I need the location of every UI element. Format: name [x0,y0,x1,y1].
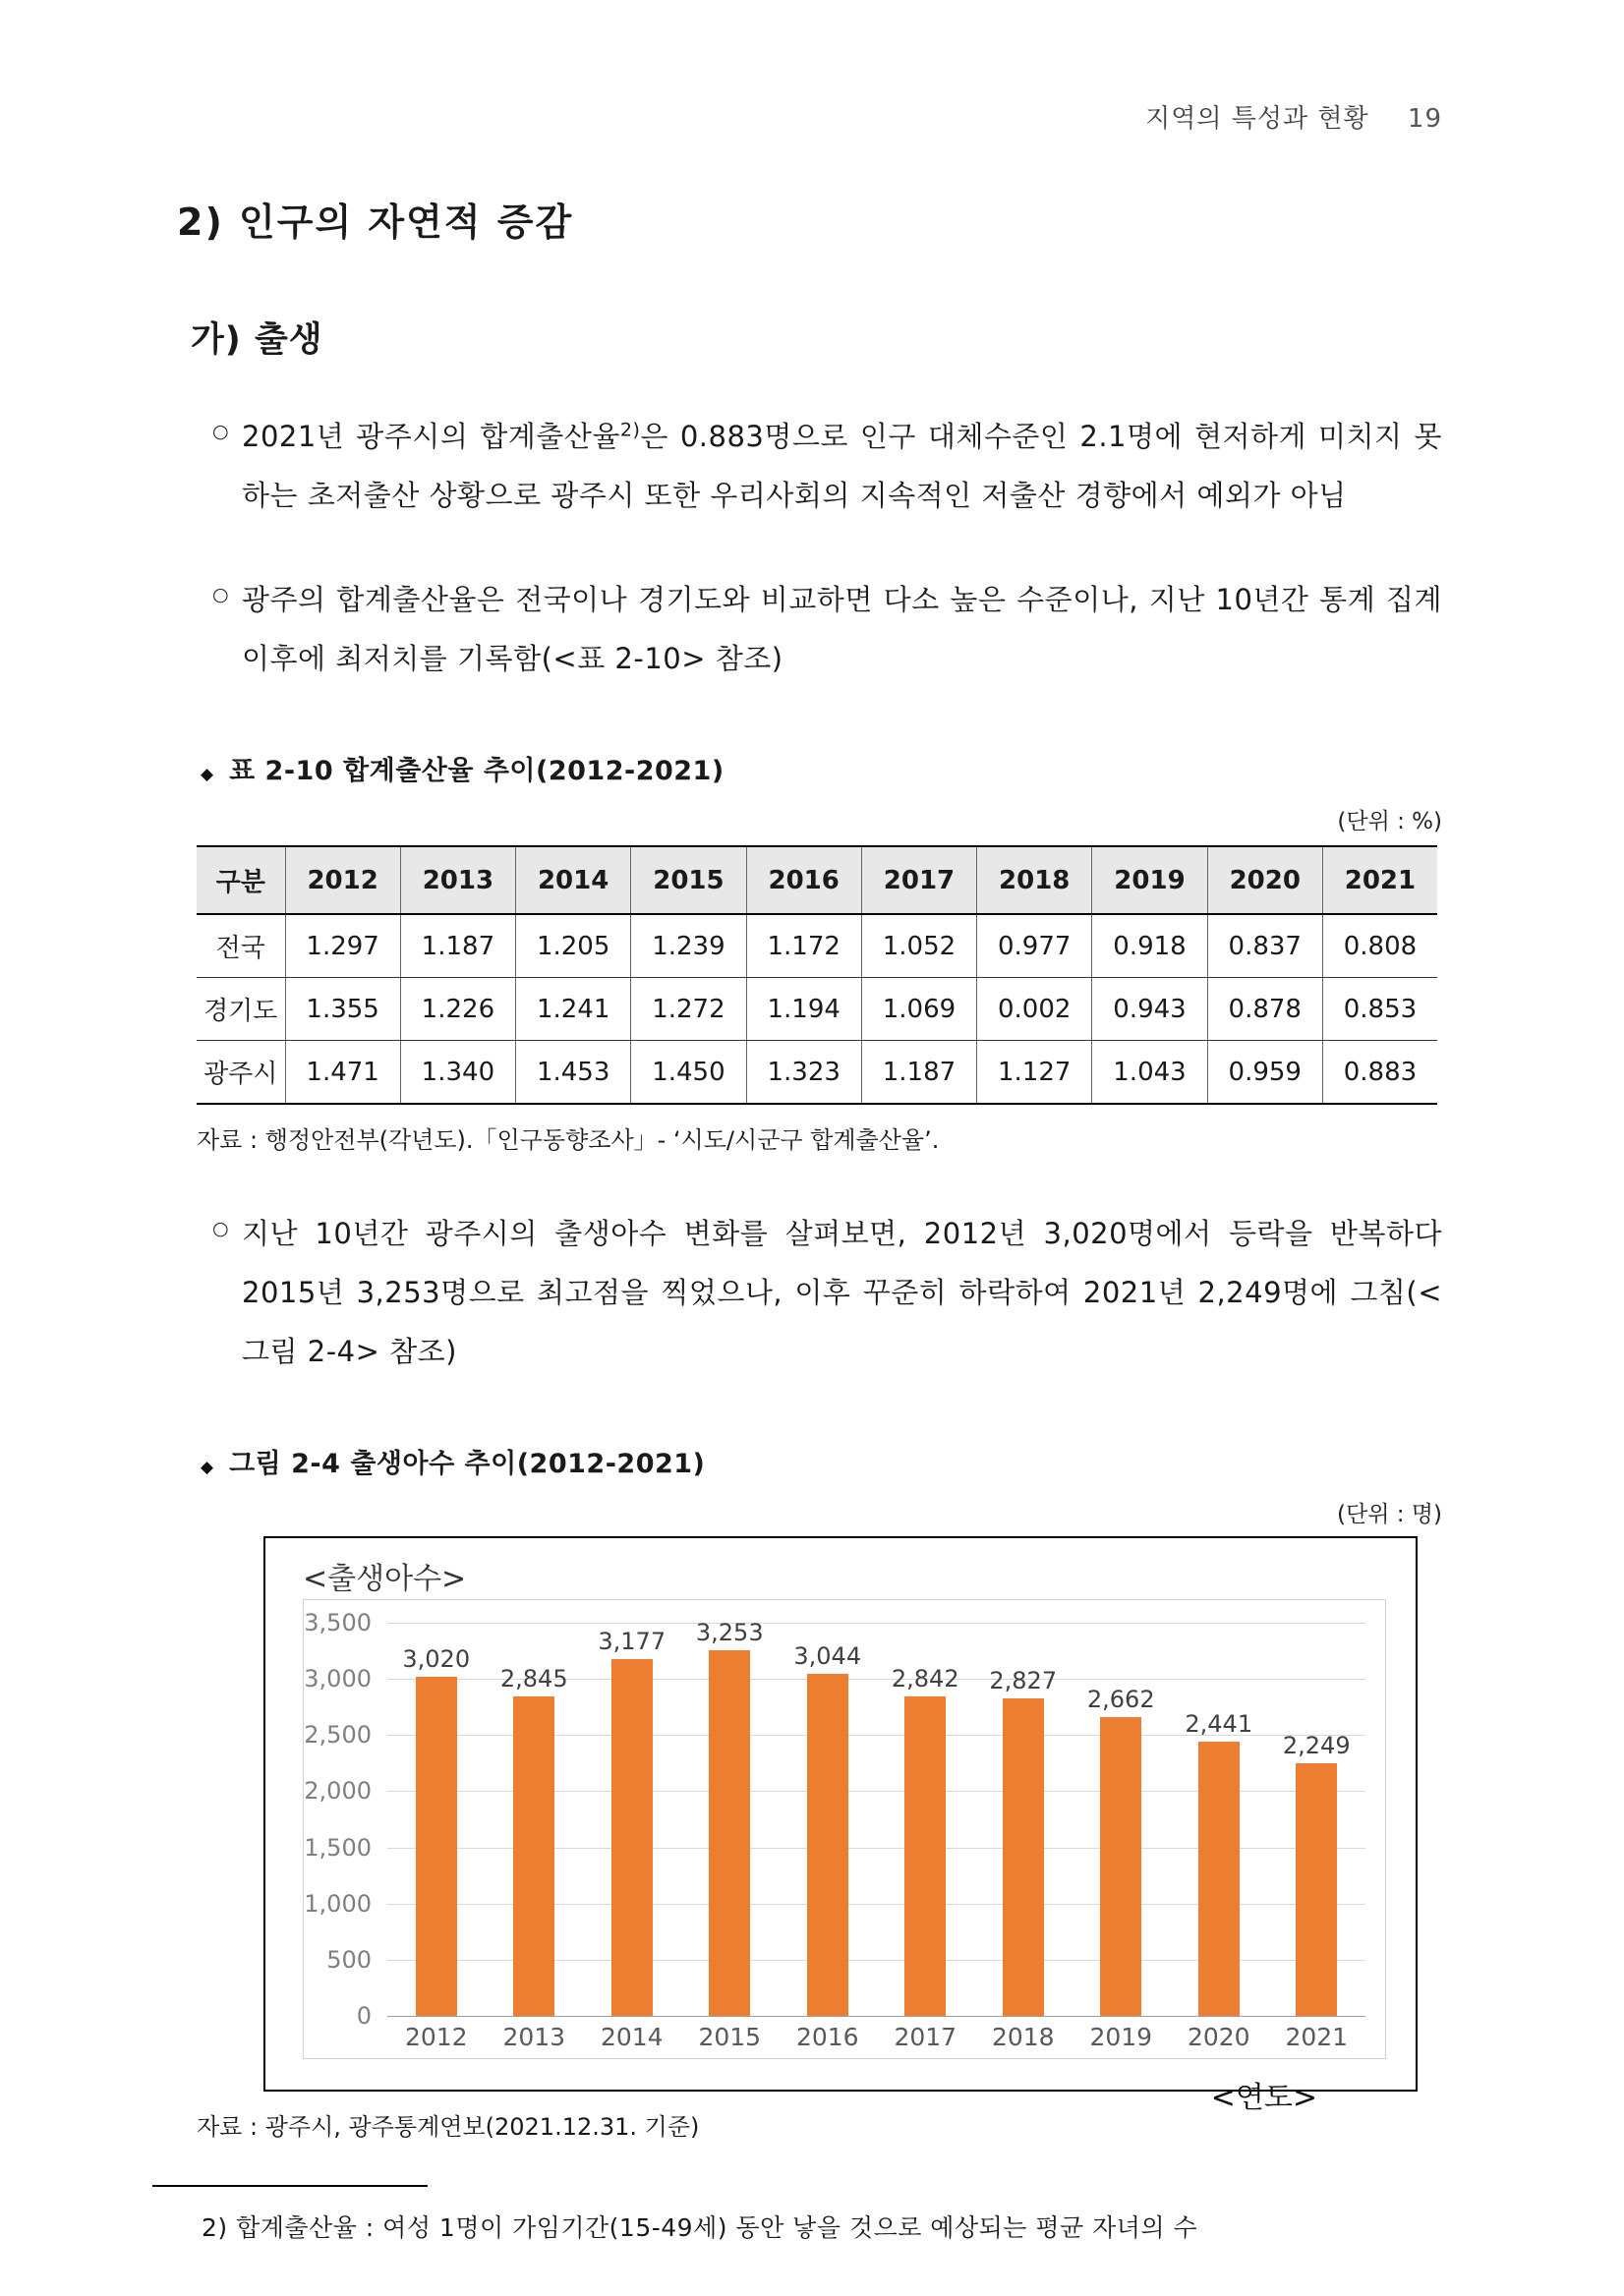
bar-value-label: 2,845 [499,1664,568,1693]
table-cell: 0.959 [1207,1041,1322,1105]
table-cell: 1.471 [285,1041,400,1105]
table-cell: 0.883 [1343,1057,1418,1087]
bullet-text: 광주의 합계출산율은 전국이나 경기도와 비교하면 다소 높은 수준이나, 지난 10년간 통계 집계 이후에 최저치를 기록함(<표 2-10> 참조) [242,583,1442,675]
table-cell: 1.355 [285,978,400,1041]
table-cell: 1.127 [977,1041,1092,1105]
bullet-paragraph [177,1204,1442,1381]
bullet1-pre: 2021년 광주시의 합계출산율 [242,420,620,453]
gridline [387,1623,1365,1624]
x-axis-tick: 2018 [991,2023,1055,2051]
x-axis-tick: 2014 [600,2023,664,2051]
table-cell: 1.043 [1092,1041,1207,1105]
table-body [197,914,1437,1104]
table-header-year: 2014 [516,846,631,914]
y-axis-tick: 2,500 [304,1721,372,1750]
table-row [197,978,1437,1041]
table-cell: 0.977 [977,914,1092,978]
y-axis-tick: 2,000 [304,1777,372,1806]
table-header-row [197,846,1437,914]
x-axis-tick: 2021 [1285,2023,1349,2051]
x-axis-tick: 2012 [404,2023,468,2051]
table-cell: 1.450 [631,1041,746,1105]
bar-column [681,1619,780,2016]
bar-column [1170,1710,1268,2016]
bar [416,1677,457,2016]
table-cell: 0.918 [1092,914,1207,978]
table-header-year: 2020 [1207,846,1322,914]
bar-value-label: 3,020 [402,1644,471,1673]
bullet-marker: ○ [212,1218,229,1239]
row-label: 경기도 [197,978,285,1041]
x-axis-tick: 2020 [1187,2023,1250,2051]
bar-value-label: 3,253 [695,1619,764,1647]
table-cell: 0.878 [1207,978,1322,1041]
table-header-category: 구분 [197,846,285,914]
bar [611,1659,653,2016]
table-header-year: 2017 [861,846,976,914]
table-caption-row [201,749,1442,787]
bar-column [1268,1732,1366,2016]
table-header-year: 2018 [977,846,1092,914]
table-cell: 1.172 [746,914,861,978]
bar [1100,1717,1141,2016]
chart-area [303,1599,1386,2059]
page-number: 19 [1407,104,1442,134]
y-axis [304,1609,387,2030]
table-head [197,846,1437,914]
table-row [197,1041,1437,1105]
bar [1198,1742,1240,2016]
figure-unit-label: (단위 : 명) [1337,1502,1442,1527]
table-header-year: 2021 [1322,846,1437,914]
table-cell: 1.205 [516,914,631,978]
table-cell: 1.226 [400,978,515,1041]
subsection-heading: 가) 출생 [191,320,323,360]
bar-column [1073,1686,1171,2016]
bullet-text [242,407,1442,525]
diamond-icon: ◆ [201,765,214,784]
figure-caption-row [201,1442,1442,1480]
figure-frame [263,1536,1418,2115]
bar [709,1650,750,2016]
bar-column [974,1667,1073,2016]
bullet-paragraph [177,570,1442,688]
row-label: 광주시 [197,1041,285,1105]
page-header [177,98,1442,135]
table-cell: 0.837 [1207,914,1322,978]
table-cell: 1.272 [631,978,746,1041]
figure-caption: 그림 2-4 출생아수 추이(2012-2021) [229,1449,706,1479]
plot-area [387,1619,1365,2017]
x-axis-labels [387,2023,1365,2051]
x-axis-tick: 2015 [698,2023,762,2051]
x-axis-tick: 2019 [1089,2023,1153,2051]
bar [1003,1698,1044,2016]
bar [904,1696,946,2016]
figure-source: 자료 : 광주시, 광주통계연보(2021.12.31. 기준) [197,2113,700,2141]
bar [1296,1763,1337,2016]
table-cell: 1.194 [746,978,861,1041]
table-cell: 0.943 [1092,978,1207,1041]
footnote-reference: 2) [619,419,641,441]
bar-value-label: 2,827 [989,1666,1058,1694]
table-cell: 1.069 [861,978,976,1041]
y-axis-tick: 3,000 [304,1665,372,1693]
table-cell: 0.002 [977,978,1092,1041]
table-cell: 1.453 [516,1041,631,1105]
bullet-text: 지난 10년간 광주시의 출생아수 변화를 살펴보면, 2012년 3,020명에서 등락을 반복하다 2015년 3,253명으로 최고점을 찍었으나, 이후 꾸준히 하락하여 2021년 2,249명에 그침(<그림 2-4> 참조) [242,1217,1442,1368]
table-header-year: 2016 [746,846,861,914]
table-cell: 0.808 [1322,914,1437,978]
table-source: 자료 : 행정안전부(각년도).「인구동향조사」- ‘시도/시군구 합계출산율’. [197,1126,940,1154]
bar [807,1674,848,2016]
table-cell: 1.052 [861,914,976,978]
bar-column [583,1628,681,2016]
bar-value-label: 2,441 [1185,1710,1253,1739]
table-cell: 1.239 [631,914,746,978]
y-axis-tick: 0 [356,2002,372,2030]
table-row [197,914,1437,978]
y-axis-tick: 500 [326,1945,372,1974]
bullet-paragraph [177,407,1442,525]
table-header-year: 2015 [631,846,746,914]
table-cell: 0.853 [1322,978,1437,1041]
row-label: 전국 [197,914,285,978]
bar-value-label: 3,177 [598,1627,667,1655]
fertility-rate-table [197,845,1437,1105]
footnote-separator [152,2185,428,2187]
bar-value-label: 3,044 [793,1642,862,1671]
section-heading: 2) 인구의 자연적 증감 [177,201,574,244]
table-cell: 1.187 [400,914,515,978]
table-header-year: 2012 [285,846,400,914]
footnote-text: 2) 합계출산율 : 여성 1명이 가임기간(15-49세) 동안 낳을 것으로 예상되는 평균 자녀의 수 [202,2213,1198,2242]
y-axis-tick: 1,000 [304,1889,372,1918]
diamond-icon: ◆ [201,1458,214,1477]
chart-title: <출생아수> [303,1562,467,1596]
bar-column [779,1642,877,2016]
bar-column [486,1665,584,2016]
bar-value-label: 2,249 [1282,1731,1351,1759]
bar-column [387,1645,486,2016]
bar-value-label: 2,662 [1086,1685,1155,1713]
table-cell: 1.187 [861,1041,976,1105]
y-axis-tick: 1,500 [304,1833,372,1862]
bullet-marker: ○ [212,584,229,605]
table-cell: 1.340 [400,1041,515,1105]
bullet1-post: 은 0.883명으로 인구 대체수준인 2.1명에 현저하게 미치지 못하는 초저출산 상황으로 광주시 또한 우리사회의 지속적인 저출산 경향에서 예외가 아님 [242,420,1442,512]
y-axis-tick: 3,500 [304,1609,372,1636]
bullet-marker: ○ [212,421,229,442]
table-cell: 1.323 [746,1041,861,1105]
x-axis-tick: 2016 [795,2023,859,2051]
running-title: 지역의 특성과 현황 [1145,104,1369,134]
table-unit-label: (단위 : %) [1337,809,1442,834]
table-header-year: 2019 [1092,846,1207,914]
table-caption: 표 2-10 합계출산율 추이(2012-2021) [229,756,725,786]
table-header-year: 2013 [400,846,515,914]
bar [513,1696,554,2016]
x-axis-tick: 2013 [502,2023,566,2051]
x-axis-title: <연도> [1210,2081,1317,2115]
table-cell: 1.297 [285,914,400,978]
bar-value-label: 2,842 [891,1665,959,1693]
table-cell: 1.241 [516,978,631,1041]
x-axis-tick: 2017 [894,2023,957,2051]
bar-column [877,1665,975,2016]
